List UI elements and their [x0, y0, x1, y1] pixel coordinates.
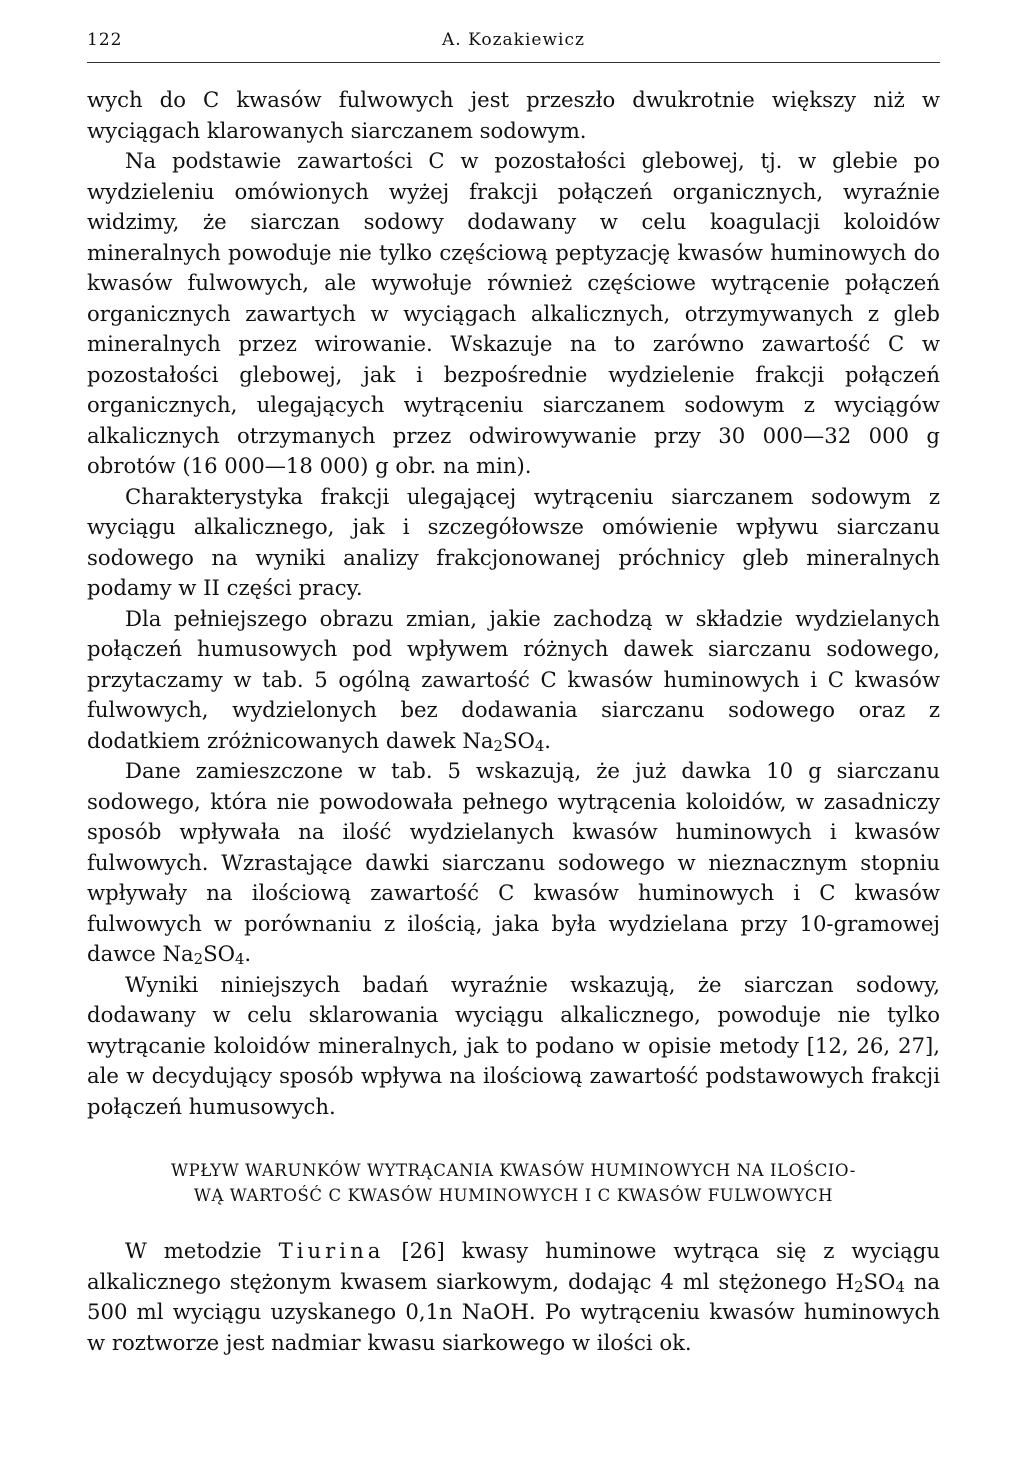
body-text-section	[87, 1236, 940, 1358]
paragraph-7: W metodzie Tiurina [26] kwasy huminowe wytrąca się z wyciągu alkalicznego stężonym kwasem siarkowym, dodając 4 ml stężonego $H_2SO_4$ na 500 ml wyciągu uzyskanego 0,1n NaOH. Po wytrąceniu kwasów huminowych w roztworze jest nadmiar kwasu siarkowego w ilości ok.	[87, 1238, 941, 1355]
formula-h2so4: $H_2SO_4$	[835, 1268, 905, 1296]
running-head-author: A. Kozakiewicz	[442, 30, 585, 50]
page	[87, 30, 940, 1358]
paragraph-5-text: Dane zamieszczone w tab. 5 wskazują, że już dawka 10 g siarczanu sodowego, która nie powodowała pełnego wytrącenia koloidów, w zasadniczy sposób wpływała na ilość wydzielanych kwasów huminowych i kwasów fulwowych. Wzrastające dawki siarczanu sodowego w nieznacznym stopniu wpływały na ilościową zawartość C kwasów huminowych i C kwasów fulwowych w porównaniu z ilością, jaka była wydzielana przy 10-gramowej dawce	[87, 758, 940, 966]
section-heading	[87, 1158, 940, 1208]
section-heading-line-2: WĄ WARTOŚĆ C KWASÓW HUMINOWYCH I C KWASÓW FULWOWYCH	[193, 1186, 834, 1205]
paragraph-1: wych do C kwasów fulwowych jest przeszło dwukrotnie większy niż w wyciągach klarowanych siarczanem sodowym.	[87, 87, 940, 143]
formula-na2so4: $Na_2SO_4$	[462, 727, 545, 755]
paragraph-4: Dla pełniejszego obrazu zmian, jakie zachodzą w składzie wydzielanych połączeń humusowych pod wpływem różnych dawek siarczanu sodowego, przytaczamy w tab. 5 ogólną zawartość C kwasów huminowych i C kwasów fulwowych, wydzielonych bez dodawania siarczanu sodowego oraz z dodatkiem zróżnicowanych dawek $Na_2SO_4$.	[87, 605, 940, 755]
formula-na2so4: $Na_2SO_4$	[162, 941, 245, 968]
paragraph-6: Wyniki niniejszych badań wyraźnie wskazują, że siarczan sodowy, dodawany w celu sklarowania wyciągu alkalicznego, powoduje nie tylko wytrącanie koloidów mineralnych, jak to podano w opisie metody [12, 26, 27], ale w decydujący sposób wpływa na ilościową zawartość podstawowych frakcji połączeń humusowych.	[87, 971, 940, 1119]
paragraph-2: Na podstawie zawartości C w pozostałości glebowej, tj. w glebie po wydzieleniu omówionych wyżej frakcji połączeń organicznych, wyraźnie widzimy, że siarczan sodowy dodawany w celu koagulacji koloidów mineralnych powoduje nie tylko częściową peptyzację kwasów huminowych do kwasów fulwowych, ale wywołuje również częściowe wytrącenie połączeń organicznych zawartych w wyciągach alkalicznych, otrzymywanych z gleb mineralnych przez wirowanie. Wskazuje na to zarówno zawartość C w pozostałości glebowej, jak i bezpośrednie wydzielenie frakcji połączeń organicznych, ulegających wytrąceniu siarczanem sodowym z wyciągów alkalicznych otrzymanych przez odwirowywanie przy 30 000—32 000 g obrotów (16 000—18 000) g obr. na min).	[87, 148, 940, 478]
section-heading-line-1: WPŁYW WARUNKÓW WYTRĄCANIA KWASÓW HUMINOWYCH NA ILOŚCIO-	[171, 1161, 856, 1180]
paragraph-3: Charakterystyka frakcji ulegającej wytrąceniu siarczanem sodowym z wyciągu alkalicznego, jak i szczegółowsze omówienie wpływu siarczanu sodowego na wyniki analizy frakcjonowanej próchnicy gleb mineralnych podamy w II części pracy.	[87, 483, 940, 600]
paragraph-5: Dane zamieszczone w tab. 5 wskazują, że już dawka 10 g siarczanu sodowego, która nie powodowała pełnego wytrącenia koloidów, w zasadniczy sposób wpływała na ilość wydzielanych kwasów huminowych i kwasów fulwowych. Wzrastające dawki siarczanu sodowego w nieznacznym stopniu wpływały na ilościową zawartość C kwasów huminowych i C kwasów fulwowych w porównaniu z ilością, jaka była wydzielana przy 10-gramowej dawce $Na_2SO_4$.	[87, 758, 940, 968]
header-rule	[87, 62, 940, 63]
running-head	[87, 30, 940, 60]
body-text	[87, 85, 940, 1122]
page-number: 122	[87, 30, 123, 50]
paragraph-4-text: Dla pełniejszego obrazu zmian, jakie zachodzą w składzie wydzielanych połączeń humusowych pod wpływem różnych dawek siarczanu sodowego, przytaczamy w tab. 5 ogólną zawartość C kwasów huminowych i C kwasów fulwowych, wydzielonych bez dodawania siarczanu sodowego oraz z dodatkiem zróżnicowanych dawek	[87, 605, 940, 753]
author-name-tiurin: Tiurina	[278, 1238, 385, 1263]
